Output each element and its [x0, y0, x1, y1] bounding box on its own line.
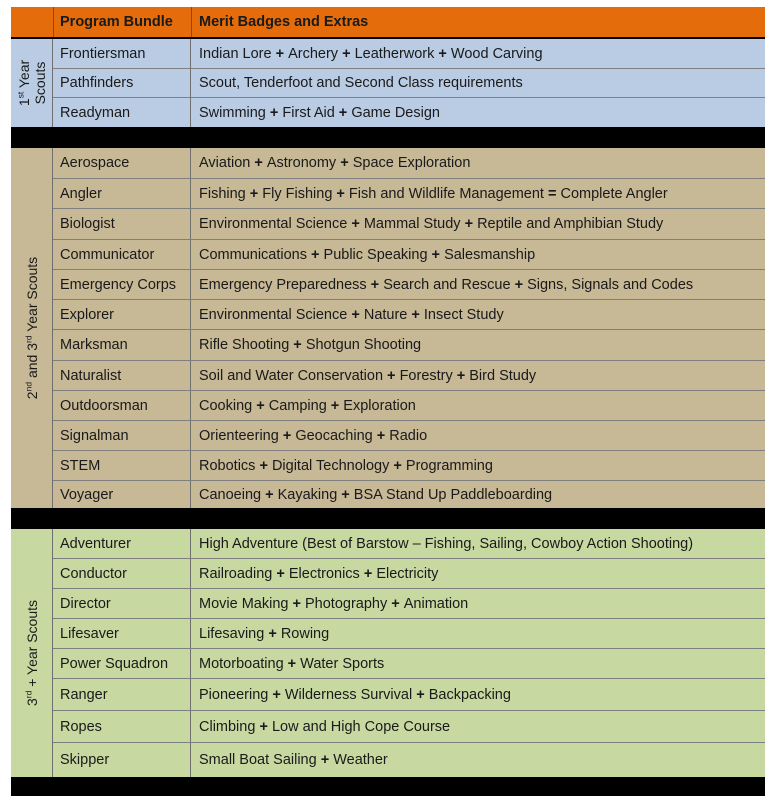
program-bundle-name: Conductor	[53, 559, 191, 588]
table-row	[53, 421, 765, 451]
table-row	[53, 330, 765, 361]
merit-badges-extras: Soil and Water Conservation + Forestry + Bird Study	[199, 367, 537, 384]
merit-badges-extras: Aviation + Astronomy + Space Exploration	[199, 155, 471, 171]
program-bundle-name: Naturalist	[53, 361, 191, 390]
merit-badges-extras: Climbing + Low and High Cope Course	[199, 718, 451, 735]
table-row	[53, 649, 765, 679]
header-divider	[53, 7, 54, 37]
merit-badges-extras: Motorboating + Water Sports	[199, 655, 385, 672]
merit-badges-extras: Environmental Science + Mammal Study + Reptile and Amphibian Study	[199, 216, 664, 232]
table-row	[53, 39, 765, 69]
section-year-label	[11, 148, 53, 508]
table-row	[53, 300, 765, 330]
header-divider	[191, 7, 192, 37]
program-bundle-name: Angler	[53, 179, 191, 208]
merit-badges-extras: Small Boat Sailing + Weather	[199, 752, 388, 768]
program-bundle-name: Frontiersman	[53, 39, 191, 68]
third-plus-year-section	[11, 529, 765, 777]
program-bundle-name: Power Squadron	[53, 649, 191, 678]
merit-badges-extras: Lifesaving + Rowing	[199, 625, 330, 642]
table-row	[53, 559, 765, 589]
program-bundle-name: Signalman	[53, 421, 191, 450]
section-separator	[11, 508, 765, 529]
program-bundle-name: Ranger	[53, 679, 191, 710]
section-year-label-text: 1st Year Scouts	[14, 59, 48, 107]
program-bundle-name: Communicator	[53, 240, 191, 269]
program-bundle-name: Ropes	[53, 711, 191, 742]
merit-badges-extras: Canoeing + Kayaking + BSA Stand Up Paddleboarding	[199, 486, 553, 503]
merit-badges-extras: Cooking + Camping + Exploration	[199, 397, 416, 414]
merit-badges-extras: Pioneering + Wilderness Survival + Backpacking	[199, 686, 511, 703]
merit-badges-extras: Movie Making + Photography + Animation	[199, 595, 469, 612]
program-bundle-name: Marksman	[53, 330, 191, 360]
table-row	[53, 619, 765, 649]
section-separator	[11, 127, 765, 148]
merit-badges-extras: Emergency Preparedness + Search and Rescue + Signs, Signals and Codes	[199, 276, 694, 293]
table-row	[53, 743, 765, 777]
table-row	[53, 240, 765, 270]
program-bundle-name: Aerospace	[53, 148, 191, 178]
table-row	[53, 179, 765, 209]
section-year-label-text: 2nd and 3rd Year Scouts	[22, 256, 40, 400]
table-row	[53, 481, 765, 508]
merit-badges-extras: Fishing + Fly Fishing + Fish and Wildlife Management = Complete Angler	[199, 185, 668, 202]
merit-badges-extras: Environmental Science + Nature + Insect Study	[199, 306, 504, 323]
table-row	[53, 679, 765, 711]
merit-badges-extras: Swimming + First Aid + Game Design	[199, 104, 440, 121]
table-row	[53, 529, 765, 559]
merit-badges-extras: Orienteering + Geocaching + Radio	[199, 427, 428, 444]
program-bundle-name: STEM	[53, 451, 191, 480]
program-bundle-name: Lifesaver	[53, 619, 191, 648]
first-year-section	[11, 39, 765, 127]
table-row	[53, 98, 765, 127]
table-row	[53, 391, 765, 421]
program-bundle-name: Biologist	[53, 209, 191, 239]
merit-badges-extras: Railroading + Electronics + Electricity	[199, 565, 439, 582]
table-row	[53, 270, 765, 300]
merit-badges-extras: High Adventure (Best of Barstow – Fishing, Sailing, Cowboy Action Shooting)	[199, 535, 694, 552]
table-row	[53, 711, 765, 743]
table-row	[53, 589, 765, 619]
section-year-label-text: 3rd + Year Scouts	[22, 599, 40, 707]
table-header	[11, 7, 765, 37]
program-bundle-name: Adventurer	[53, 529, 191, 558]
table-row	[53, 361, 765, 391]
merit-badges-extras: Indian Lore + Archery + Leatherwork + Wood Carving	[199, 45, 543, 62]
table-row	[53, 148, 765, 179]
program-bundle-name: Skipper	[53, 743, 191, 777]
merit-badges-extras: Robotics + Digital Technology + Programming	[199, 457, 493, 474]
merit-badges-extras: Communications + Public Speaking + Salesmanship	[199, 246, 536, 263]
program-bundle-name: Pathfinders	[53, 69, 191, 97]
program-bundle-name: Explorer	[53, 300, 191, 329]
program-bundle-name: Emergency Corps	[53, 270, 191, 299]
program-bundle-name: Voyager	[53, 481, 191, 508]
second-third-year-section	[11, 148, 765, 508]
header-program-bundle: Program Bundle	[60, 14, 173, 30]
section-year-label	[11, 529, 53, 777]
section-year-label	[11, 39, 53, 127]
table-row	[53, 209, 765, 240]
program-bundle-name: Outdoorsman	[53, 391, 191, 420]
table-row	[53, 69, 765, 98]
program-bundle-name: Director	[53, 589, 191, 618]
table-row	[53, 451, 765, 481]
merit-badges-extras: Rifle Shooting + Shotgun Shooting	[199, 337, 422, 353]
merit-badges-extras: Scout, Tenderfoot and Second Class requirements	[199, 75, 523, 91]
header-merit-badges: Merit Badges and Extras	[199, 14, 369, 30]
program-bundle-table	[11, 7, 765, 796]
section-separator	[11, 777, 765, 796]
program-bundle-name: Readyman	[53, 98, 191, 127]
